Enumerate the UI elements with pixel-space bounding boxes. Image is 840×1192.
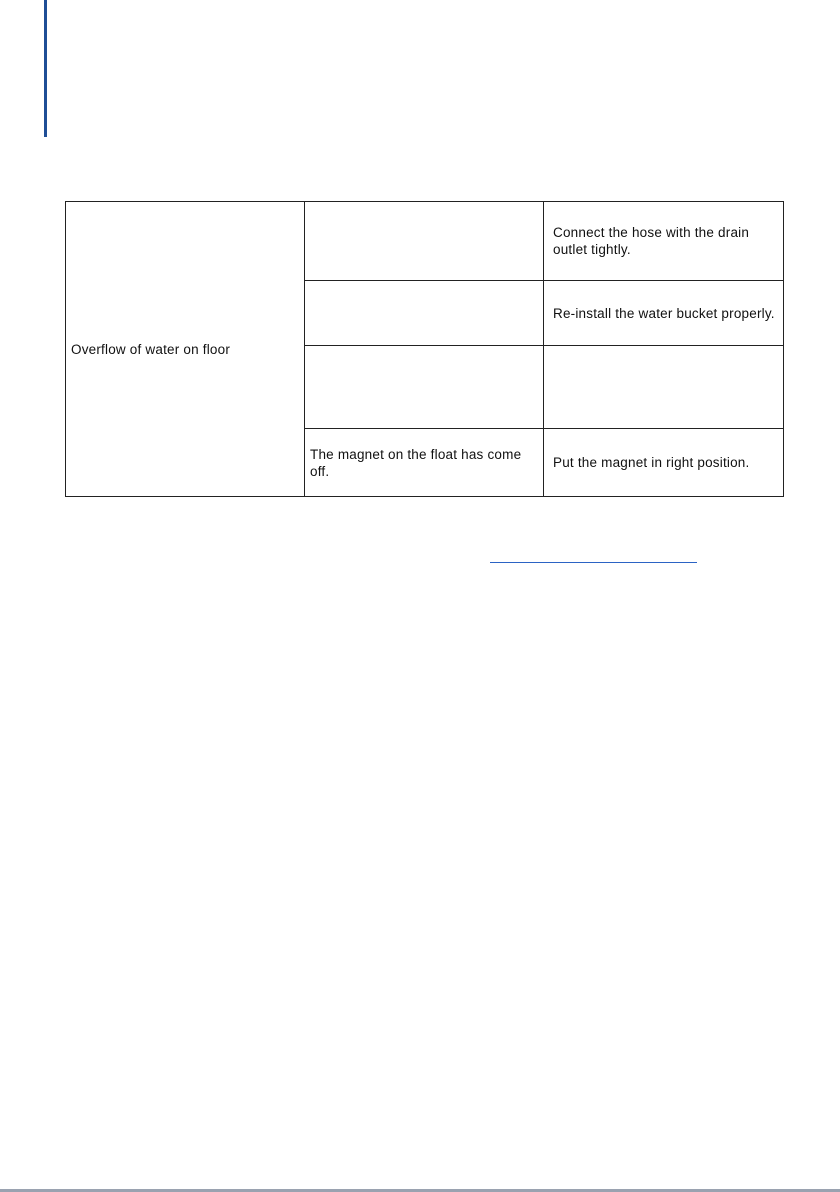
table-row <box>66 202 784 281</box>
solution-cell: Put the magnet in right position. <box>544 429 784 497</box>
cause-cell <box>305 281 544 346</box>
cause-cell: The magnet on the float has come off. <box>305 429 544 497</box>
solution-cell: Connect the hose with the drain outlet tightly. <box>544 202 784 281</box>
cause-cell <box>305 346 544 429</box>
link-underline[interactable] <box>490 562 697 563</box>
cause-cell <box>305 202 544 281</box>
solution-cell: Re-install the water bucket properly. <box>544 281 784 346</box>
page-accent-bar <box>44 0 47 137</box>
problem-cell: Overflow of water on floor <box>66 202 305 497</box>
solution-cell <box>544 346 784 429</box>
troubleshooting-table <box>65 201 784 497</box>
